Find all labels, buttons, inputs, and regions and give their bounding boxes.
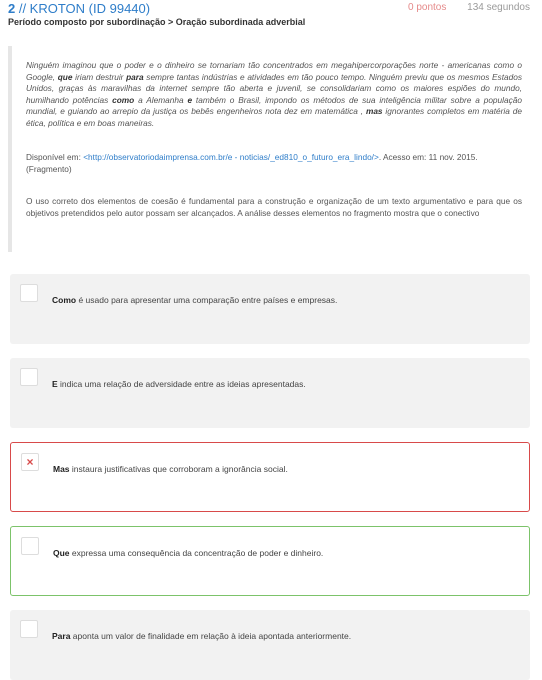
option-description: expressa uma consequência da concentração de poder e dinheiro. bbox=[69, 548, 324, 558]
option-text bbox=[53, 464, 288, 474]
option-checkbox[interactable] bbox=[20, 368, 38, 386]
highlighted-connective: para bbox=[126, 71, 144, 82]
option-keyword: Como bbox=[52, 295, 77, 305]
option-description: é usado para apresentar uma comparação entre países e empresas. bbox=[76, 295, 338, 305]
option-checkbox[interactable] bbox=[21, 537, 39, 555]
option-text bbox=[52, 295, 337, 305]
option-text bbox=[52, 379, 306, 389]
quoted-fragment bbox=[26, 60, 522, 129]
wrong-x-icon[interactable]: × bbox=[21, 453, 39, 471]
highlighted-connective: mas bbox=[365, 106, 383, 116]
option-description: instaura justificativas que corroboram a ignorância social. bbox=[69, 464, 288, 474]
source-citation bbox=[26, 152, 522, 175]
question-prompt: O uso correto dos elementos de coesão é fundamental para a construção e organização de um texto argumentativo e para que os objetivos pretendidos pelo autor possam ser alcançados. A análise desses elementos no fragmento mostra que o conectivo bbox=[26, 196, 522, 218]
question-statement bbox=[8, 46, 530, 252]
option-checkbox[interactable] bbox=[20, 284, 38, 302]
source-prefix: Disponível em: bbox=[26, 152, 84, 162]
answer-option-3[interactable] bbox=[10, 442, 530, 512]
option-description: aponta um valor de finalidade em relação à ideia apontada anteriormente. bbox=[70, 631, 352, 641]
question-title bbox=[8, 1, 150, 16]
option-text bbox=[53, 548, 323, 558]
question-number: 2 bbox=[8, 1, 16, 16]
quote-text: também o Brasil, impondo os métodos de sua inteligência militar sobre a população mundial, e guiando ao arrepio da justiça os bebês engenheiros nota dez em matemática , bbox=[26, 94, 522, 116]
topic-breadcrumb: Período composto por subordinação > Oração subordinada adverbial bbox=[8, 17, 306, 27]
option-keyword: Para bbox=[52, 631, 71, 641]
answer-option-4[interactable] bbox=[10, 526, 530, 596]
option-keyword: E bbox=[52, 379, 58, 389]
answer-option-1[interactable] bbox=[10, 274, 530, 344]
timer-label: 134 segundos bbox=[467, 2, 530, 13]
quote-text: a Alemanha bbox=[134, 94, 188, 105]
highlighted-connective: que bbox=[57, 71, 73, 82]
source-suffix: . Acesso em: 11 nov. 2015. (Fragmento) bbox=[26, 152, 478, 174]
quote-text: ignorantes completos em matéria de ética, política e em boas maneiras. bbox=[26, 106, 522, 128]
question-header bbox=[8, 0, 536, 32]
highlighted-connective: como bbox=[112, 94, 135, 105]
highlighted-connective: e bbox=[187, 94, 193, 105]
answer-option-5[interactable] bbox=[10, 610, 530, 680]
option-description: indica uma relação de adversidade entre as ideias apresentadas. bbox=[57, 379, 306, 389]
option-keyword: Mas bbox=[53, 464, 70, 474]
option-checkbox[interactable] bbox=[20, 620, 38, 638]
quote-text: Ninguém imaginou que o poder e o dinheiro se tornariam tão concentrados em megahipercorporações norte - americanas como o Google, bbox=[26, 60, 522, 82]
points-label: 0 pontos bbox=[408, 2, 447, 13]
quote-text: sempre tantas indústrias e atividades em tão pouco tempo. Ninguém previu que os mesmos Estados Unidos, graças às maravilhas da internet sempre tão aberta e juvenil, se consolidariam como os maiores espiões do mundo, humilhando potências bbox=[26, 71, 523, 105]
source-link[interactable]: <http://observatoriodaimprensa.com.br/e - noticias/_ed810_o_futuro_era_lindo/> bbox=[83, 152, 379, 162]
answer-option-2[interactable] bbox=[10, 358, 530, 428]
option-keyword: Que bbox=[53, 548, 70, 558]
quote-text: iriam destruir bbox=[72, 71, 127, 82]
question-source: // KROTON (ID 99440) bbox=[15, 1, 151, 16]
